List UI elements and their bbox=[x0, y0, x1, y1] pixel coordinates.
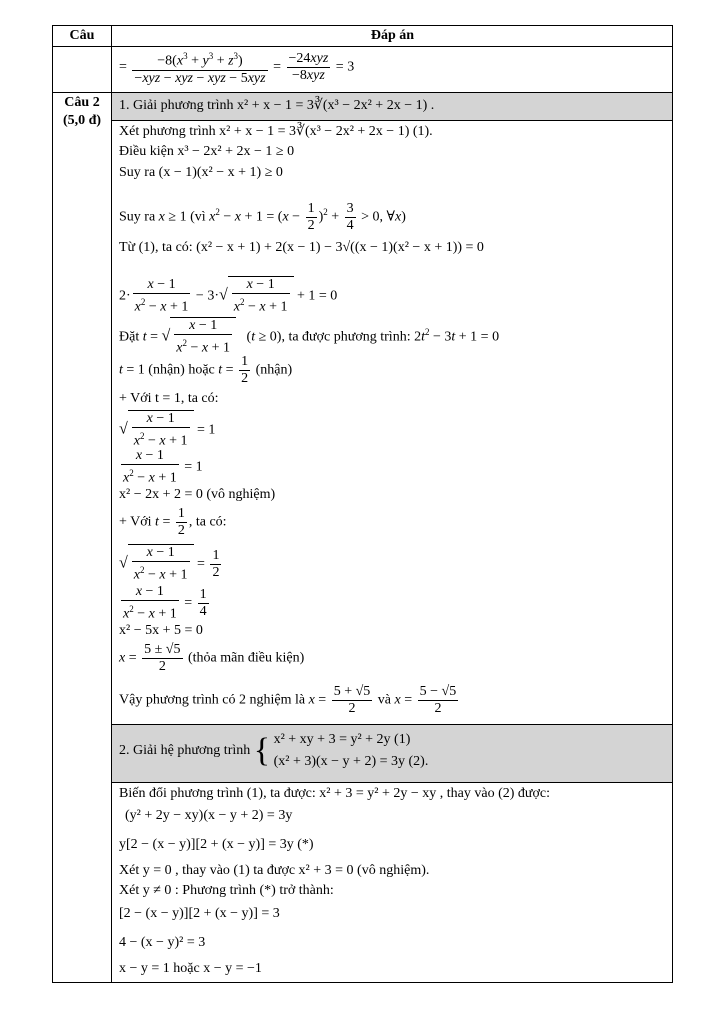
p1-line-17: Vậy phương trình có 2 nghiệm là x = $\frac{5 + √5}{2}$ và x = $\frac{5 - √5}{2}$ bbox=[119, 684, 457, 716]
part2-top-divider bbox=[111, 724, 672, 725]
p1-line-0: Xét phương trình x² + x − 1 = 3∛(x³ − 2x² + 2x − 1) (1). bbox=[119, 124, 433, 139]
p2-line-3: Xét y = 0 , thay vào (1) ta được x² + 3 = 0 (vô nghiệm). bbox=[119, 863, 430, 878]
part1-title-divider bbox=[111, 120, 672, 121]
answer-table bbox=[52, 25, 673, 983]
part2-eq1: x² + xy + 3 = y² + 2y (1) bbox=[273, 732, 411, 747]
column-divider bbox=[111, 26, 112, 982]
p2-line-7: x − y = 1 hoặc x − y = −1 bbox=[119, 961, 262, 976]
row1-line: = $\frac{-8(x^3 + y^3 + z^3)}{\text{−xyz − xyz − xyz − 5xyz}}$ = $\frac{\text{−24xyz}}{\text{−8xyz}}$ = 3 bbox=[119, 48, 354, 87]
part2-eq2: (x² + 3)(x − y + 2) = 3y (2). bbox=[273, 754, 429, 769]
p1-line-13: √ $\frac{x - 1}{x^2 - x + 1}$ = $\frac{1}{2}$ bbox=[119, 545, 220, 583]
p1-line-3: Suy ra x ≥ 1 (vì $x^2 - x + 1 = (x$ − $\frac{1}{2}$ )$^2$ + $\frac{3}{4}$ > 0, ∀x) bbox=[119, 201, 406, 233]
p1-line-5: 2· $\frac{x - 1}{x^2 - x + 1}$ − 3·√ $\frac{x - 1}{x^2 - x + 1}$ + 1 = 0 bbox=[119, 277, 338, 315]
part2-title-block: 2. Giải hệ phương trình { x² + xy + 3 = y² + 2y (1) (x² + 3)(x − y + 2) = 3y (2). bbox=[119, 729, 428, 773]
p1-line-9: √ $\frac{x - 1}{x^2 - x + 1}$ = 1 bbox=[119, 411, 216, 449]
p1-line-15: x² − 5x + 5 = 0 bbox=[119, 623, 203, 638]
p1-line-1: Điều kiện x³ − 2x² + 2x − 1 ≥ 0 bbox=[119, 144, 295, 159]
p2-line-2: y[2 − (x − y)][2 + (x − y)] = 3y (*) bbox=[119, 837, 314, 852]
part1-title: 1. Giải phương trình x² + x − 1 = 3∛(x³ − 2x² + 2x − 1) . bbox=[119, 98, 435, 113]
p1-line-2: Suy ra (x − 1)(x² − x + 1) ≥ 0 bbox=[119, 165, 283, 180]
p1-line-4: Từ (1), ta có: (x² − x + 1) + 2(x − 1) − 3√((x − 1)(x² − x + 1)) = 0 bbox=[119, 240, 484, 255]
p1-line-8: + Với t = 1, ta có: bbox=[119, 391, 219, 406]
header-dap-an: Đáp án bbox=[370, 28, 415, 43]
p1-line-12: + Với t = $\frac{1}{2}$ , ta có: bbox=[119, 506, 227, 538]
p1-line-6: Đặt t = √ $\frac{x - 1}{x^2 - x + 1}$ (t ≥ 0), ta được phương trình: $2t^2 - 3t + 1 = 0$ bbox=[119, 318, 500, 356]
part2-title-divider bbox=[111, 782, 672, 783]
p2-line-5: [2 − (x − y)][2 + (x − y)] = 3 bbox=[119, 906, 280, 921]
p1-line-10: $\frac{x - 1}{x^2 - x + 1}$ = 1 bbox=[123, 448, 203, 486]
cau2-label: Câu 2 bbox=[64, 95, 100, 110]
p2-line-6: 4 − (x − y)² = 3 bbox=[119, 935, 206, 950]
p1-line-11: x² − 2x + 2 = 0 (vô nghiệm) bbox=[119, 487, 276, 502]
p2-line-0: Biến đổi phương trình (1), ta được: x² + 3 = y² + 2y − xy , thay vào (2) được: bbox=[119, 786, 550, 801]
p2-line-1: (y² + 2y − xy)(x − y + 2) = 3y bbox=[125, 808, 293, 823]
row-divider bbox=[53, 92, 672, 93]
header-divider bbox=[53, 46, 672, 47]
p2-line-4: Xét y ≠ 0 : Phương trình (*) trở thành: bbox=[119, 883, 334, 898]
p1-line-7: t = 1 (nhận) hoặc t = $\frac{1}{2}$ (nhận) bbox=[119, 354, 293, 386]
p1-line-14: $\frac{x - 1}{x^2 - x + 1}$ = $\frac{1}{4}$ bbox=[123, 584, 207, 622]
cau2-points: (5,0 đ) bbox=[62, 113, 102, 128]
part2-title: 2. Giải hệ phương trình bbox=[119, 743, 251, 758]
p1-line-16: x = $\frac{5 \pm √5}{2}$ (thỏa mãn điều kiện) bbox=[119, 642, 305, 674]
header-cau: Câu bbox=[69, 28, 95, 43]
